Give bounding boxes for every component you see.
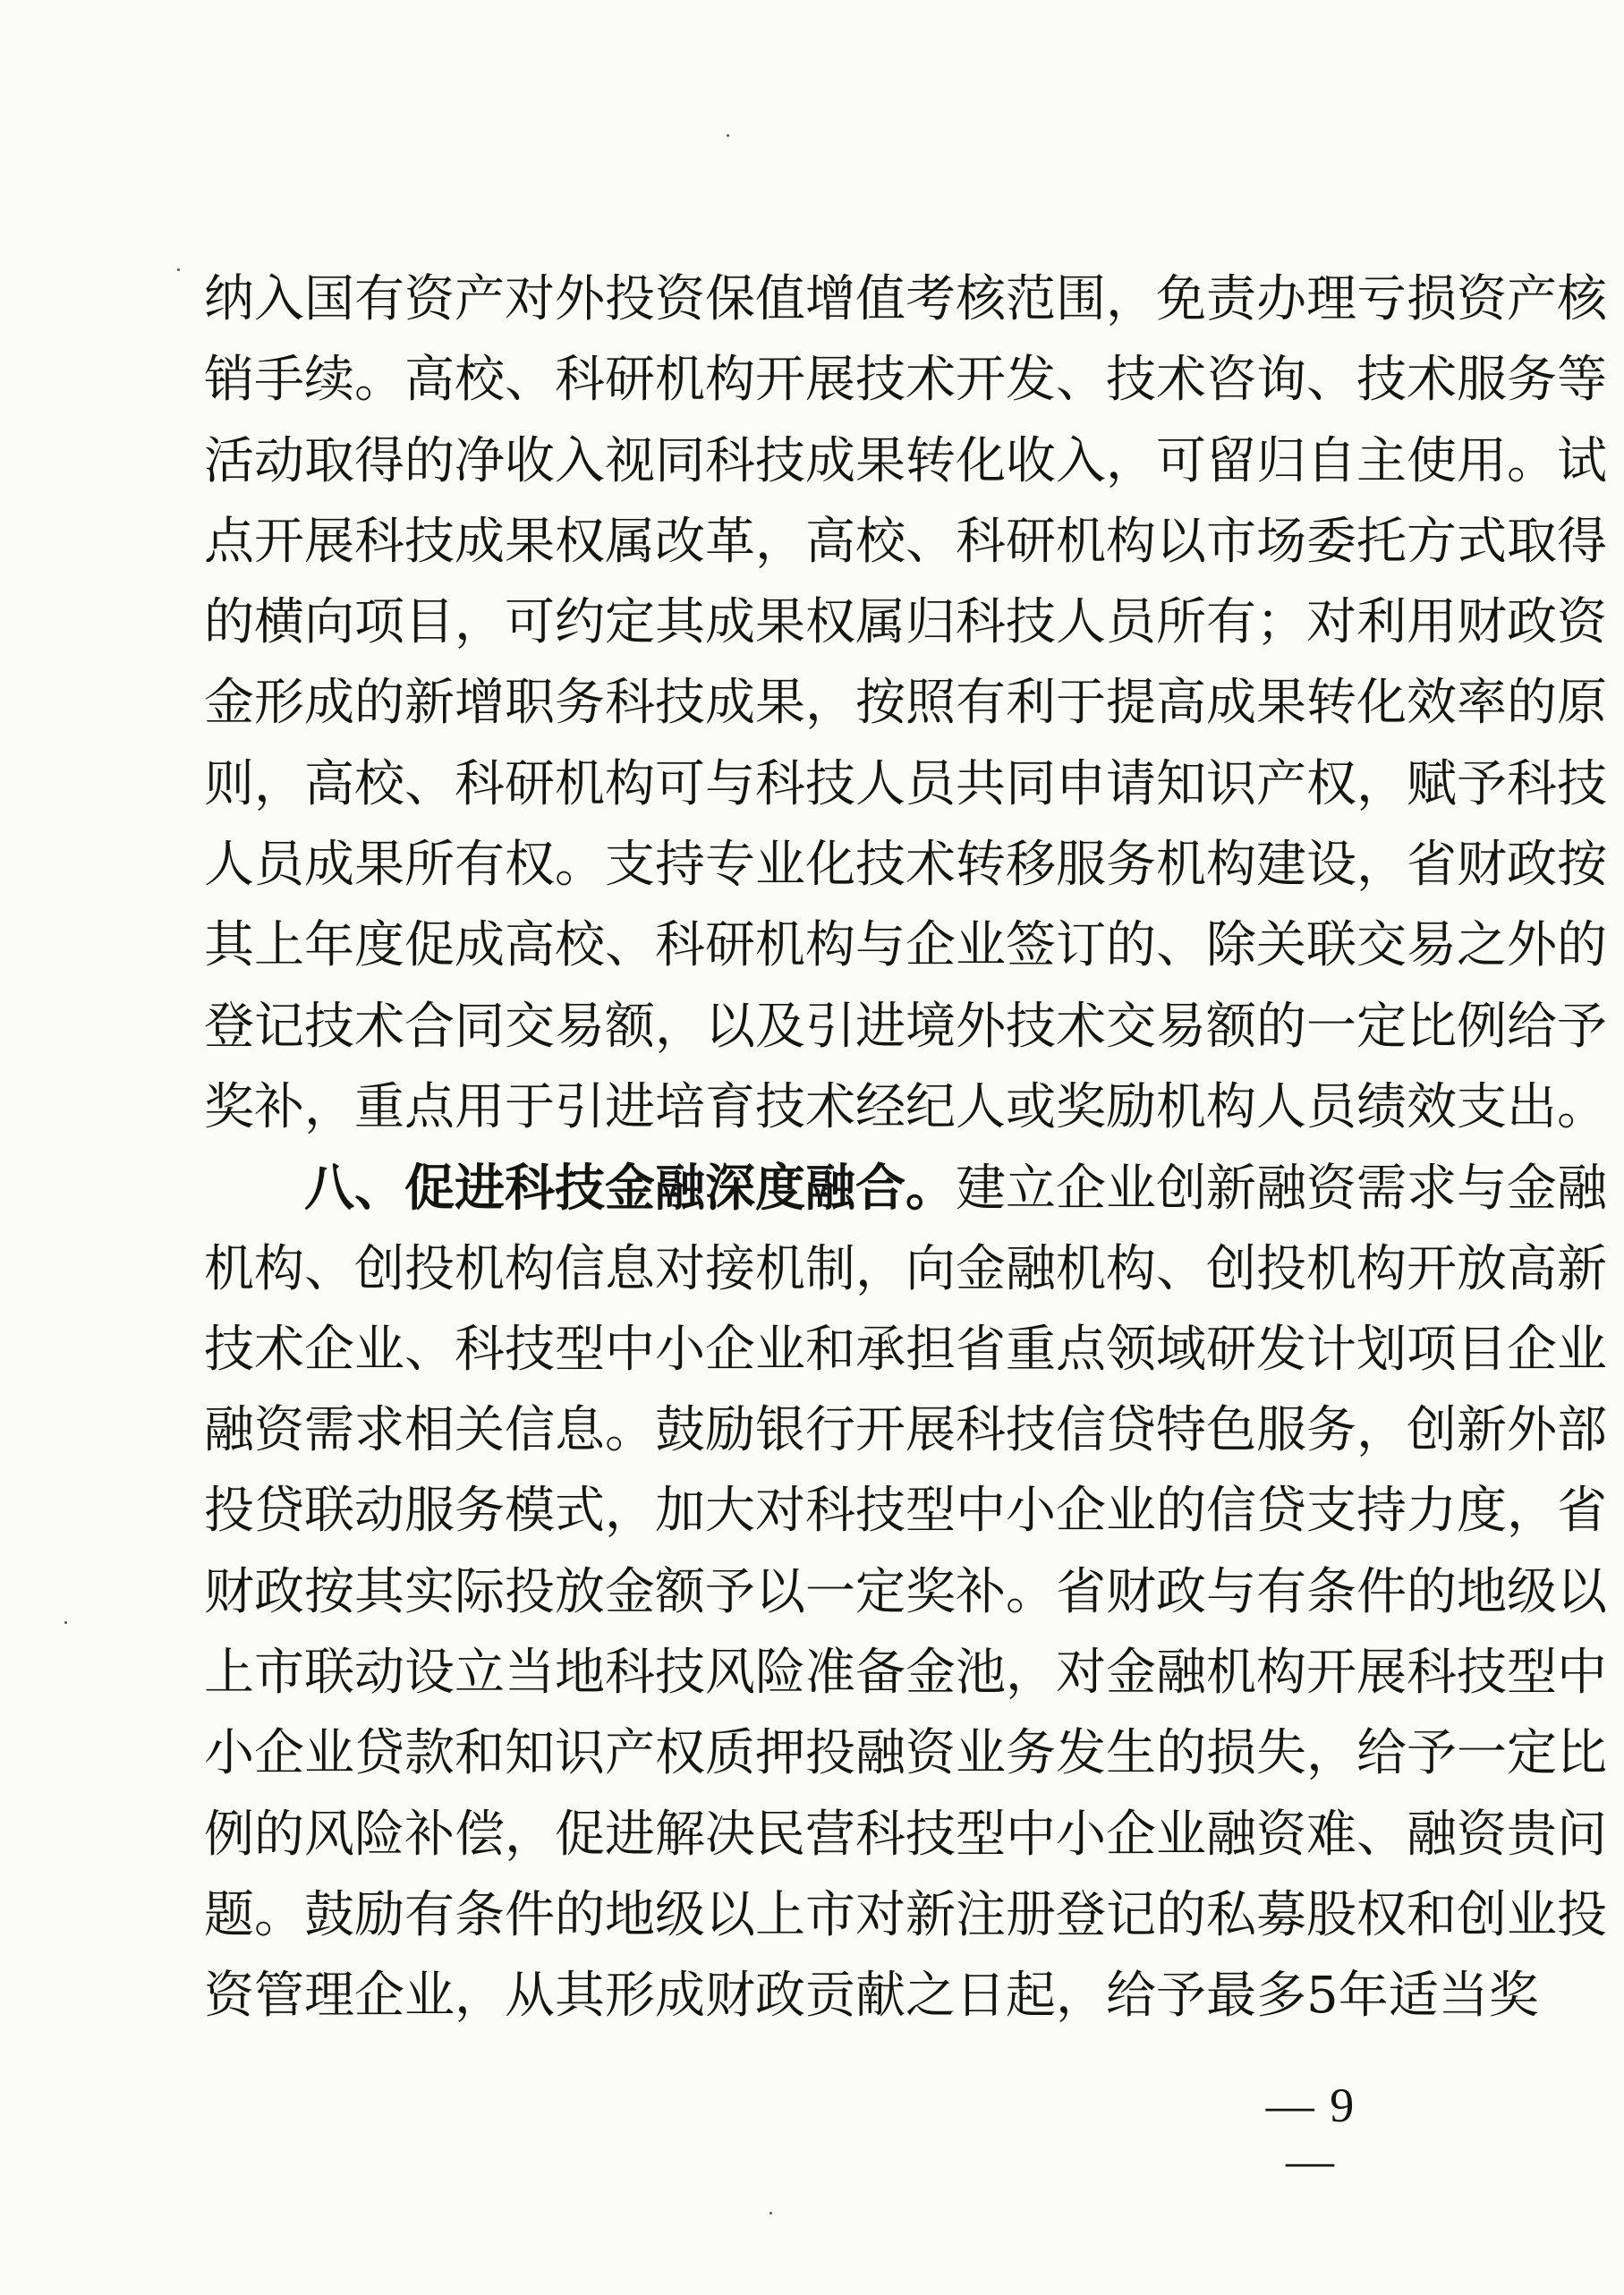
text-line: 的横向项目，可约定其成果权属归科技人员所有；对利用财政资 [204,593,1607,652]
text-line: 融资需求相关信息。鼓励银行开展科技信贷特色服务，创新外部 [204,1401,1607,1460]
text-line: 上市联动设立当地科技风险准备金池，对金融机构开展科技型中 [204,1644,1607,1703]
text-line: 其上年度促成高校、科研机构与企业签订的、除关联交易之外的 [204,916,1607,975]
section-heading-line [204,1148,1607,1228]
scan-speck [769,2212,772,2214]
section-heading-rest: 建立企业创新融资需求与金融 [956,1160,1607,1219]
text-line: 人员成果所有权。支持专业化技术转移服务机构建设，省财政按 [204,836,1607,895]
scan-speck [64,1621,67,1624]
scan-speck [177,268,180,271]
text-line: 资管理企业，从其形成财政贡献之日起，给予最多5年适当奖 [204,1967,1539,2026]
text-line: 小企业贷款和知识产权质押投融资业务发生的损失，给予一定比 [204,1724,1607,1783]
text-line: 技术企业、科技型中小企业和承担省重点领域研发计划项目企业 [204,1320,1607,1379]
text-line: 例的风险补偿，促进解决民营科技型中小企业融资难、融资贵问 [204,1805,1607,1864]
text-line: 活动取得的净收入视同科技成果转化收入，可留归自主使用。试 [204,431,1607,490]
text-line: 销手续。高校、科研机构开展技术开发、技术咨询、技术服务等 [204,351,1607,410]
text-line: 财政按其实际投放金额予以一定奖补。省财政与有条件的地级以 [204,1562,1607,1621]
text-line: 点开展科技成果权属改革，高校、科研机构以市场委托方式取得 [204,512,1607,571]
page-number: — 9 — [1265,2078,1356,2188]
text-line: 登记技术合同交易额，以及引进境外技术交易额的一定比例给予 [204,997,1607,1056]
text-line: 投贷联动服务模式，加大对科技型中小企业的信贷支持力度，省 [204,1482,1607,1541]
text-line: 奖补，重点用于引进培育技术经纪人或奖励机构人员绩效支出。 [204,1077,1607,1136]
text-line: 纳入国有资产对外投资保值增值考核范围，免责办理亏损资产核 [204,270,1607,328]
text-line: 题。鼓励有条件的地级以上市对新注册登记的私募股权和创业投 [204,1885,1607,1944]
section-heading: 八、促进科技金融深度融合。 [304,1159,956,1219]
text-line: 机构、创投机构信息对接机制，向金融机构、创投机构开放高新 [204,1239,1607,1298]
text-line: 则，高校、科研机构可与科技人员共同申请知识产权，赋予科技 [204,754,1607,813]
text-line: 金形成的新增职务科技成果，按照有利于提高成果转化效率的原 [204,674,1607,733]
scan-speck [727,134,729,137]
body-text [204,259,1607,2037]
